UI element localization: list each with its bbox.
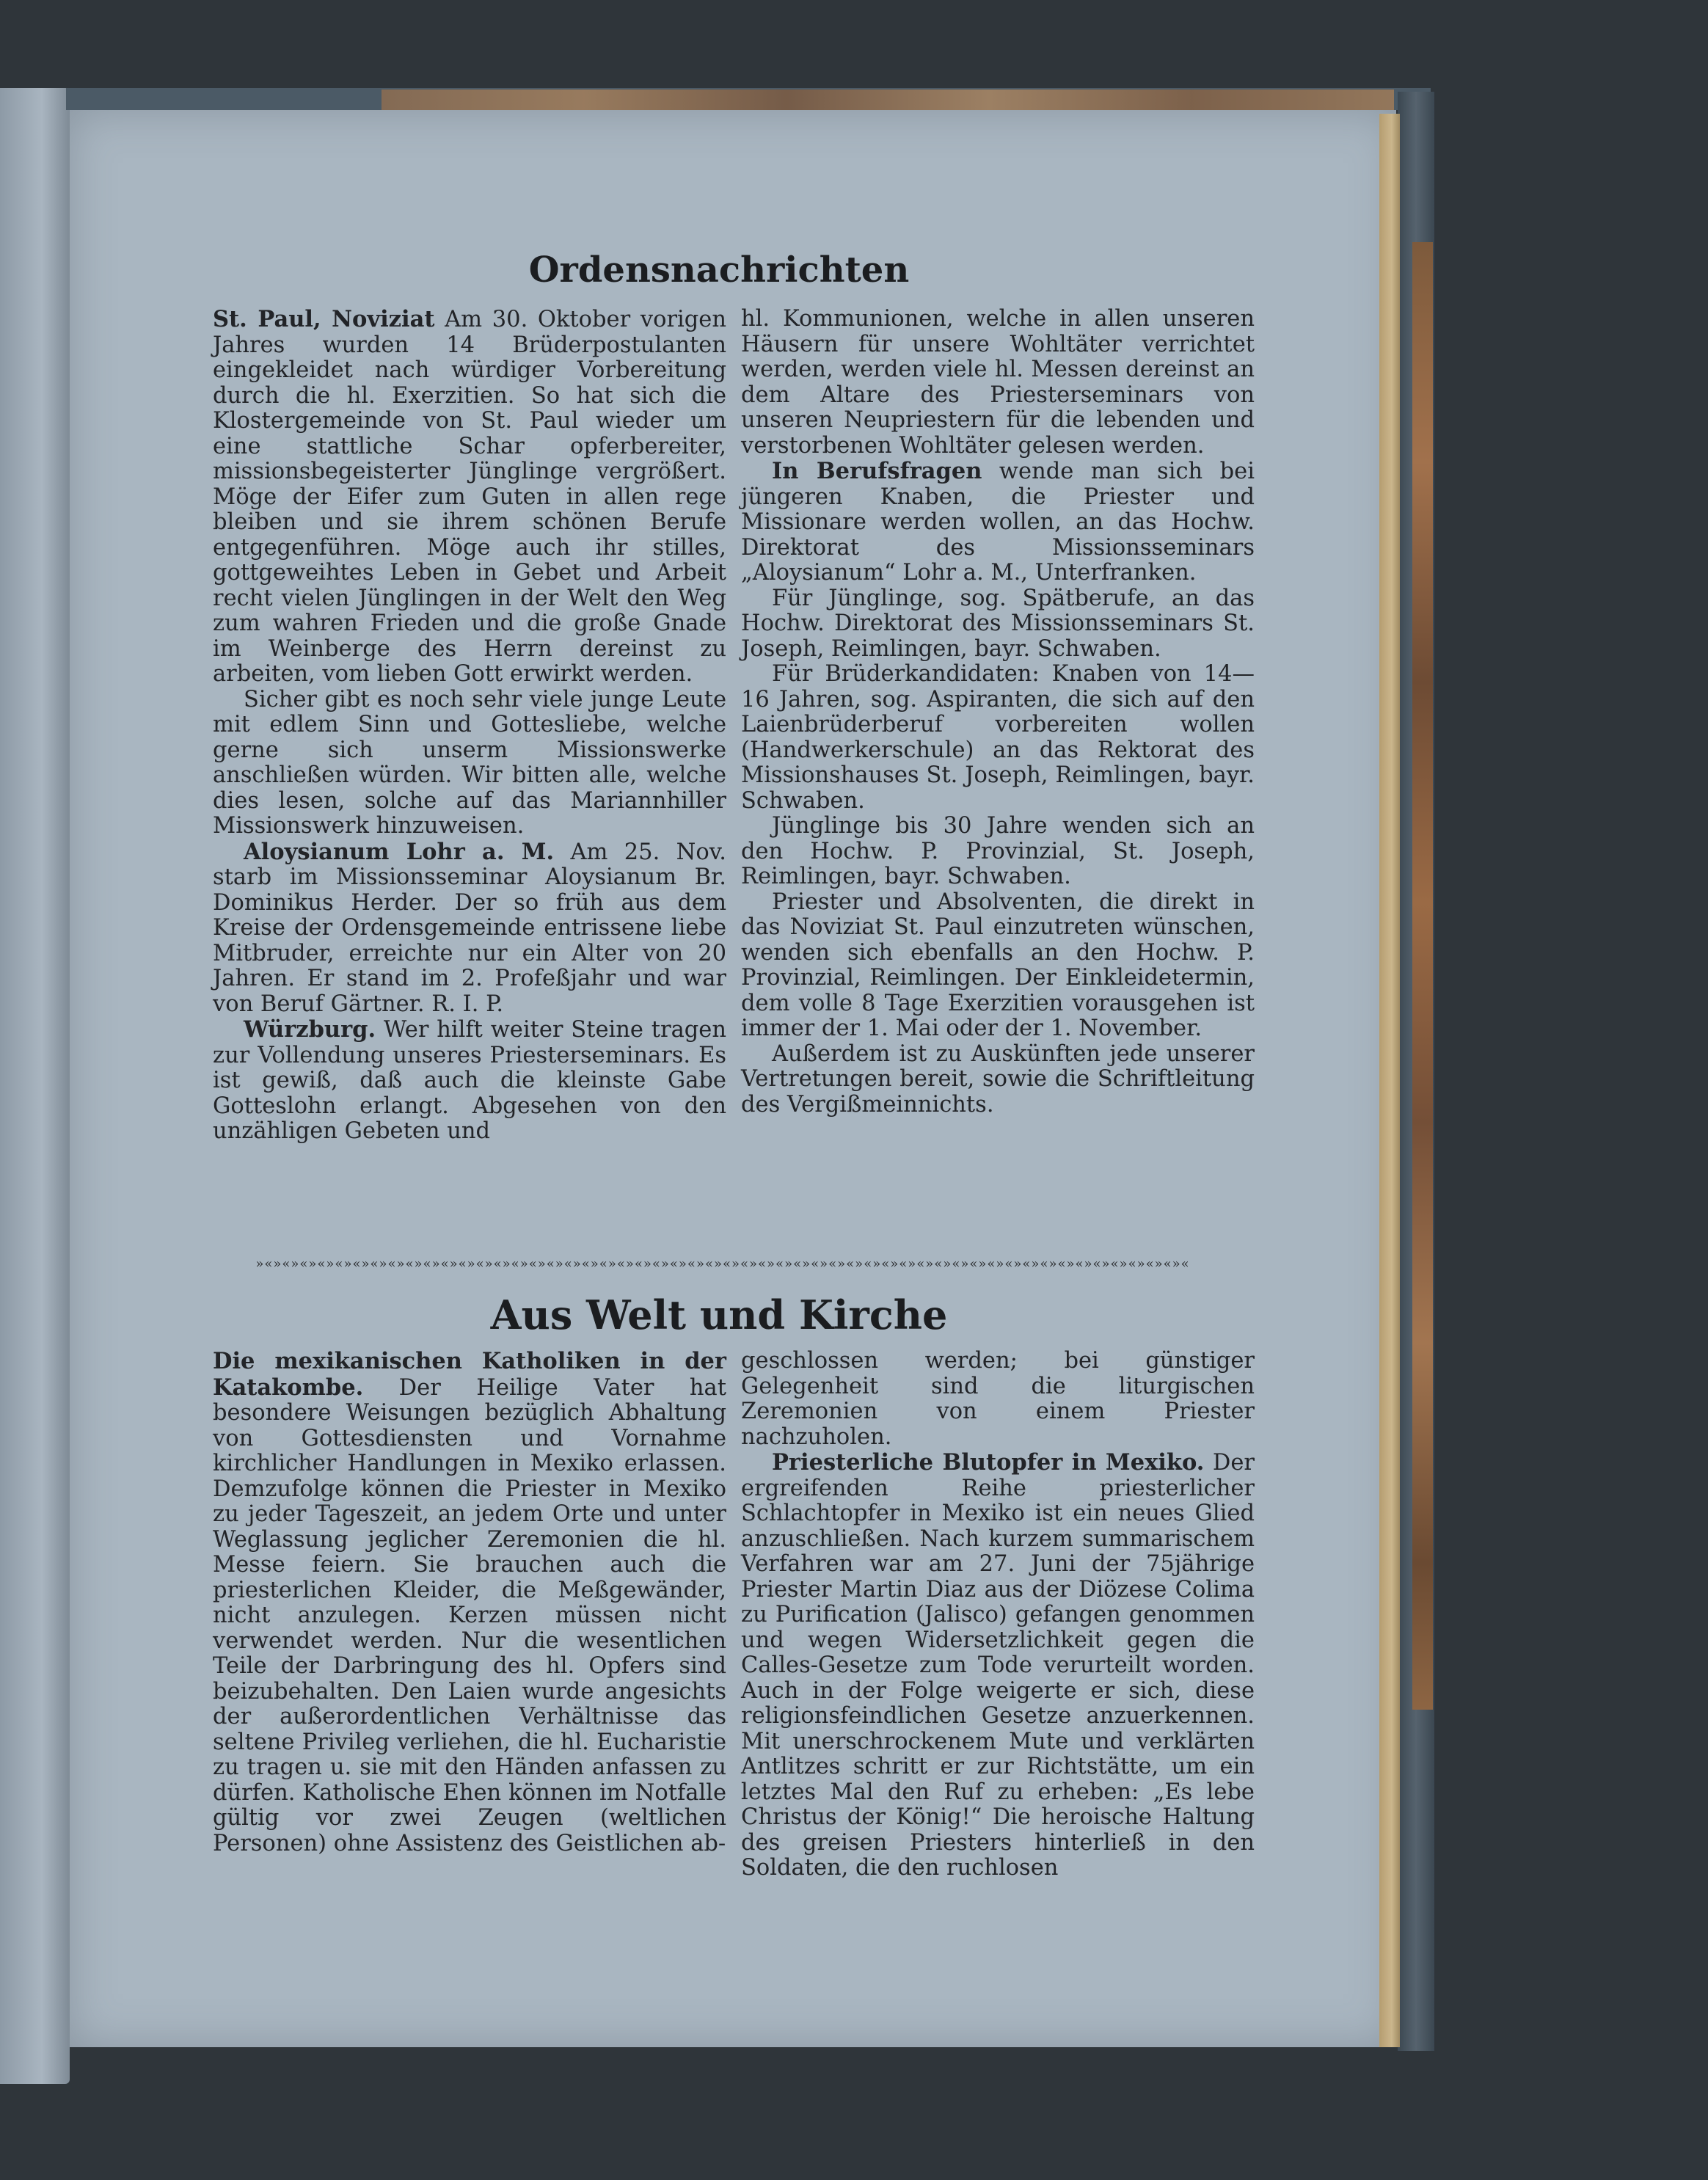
paragraph-text: Am 25. Nov. starb im Missionsseminar Aloysianum Br. Dominikus Herder. Der so früh aus dem Kreise der Ordensgemeinde entrissene liebe Mitbruder, erreichte nur ein Alter von 20 Jahren. Er stand im 2. Profeßjahr und war von Beruf Gärtner. R. I. P.: [213, 839, 726, 1017]
paragraph-text: wende man sich bei jüngeren Knaben, die Priester und Missionare werden wollen, an das Hochw. Direktorat des Missionsseminars „Aloysianum“ Lohr a. M., Unterfranken.: [741, 459, 1255, 586]
paragraph-text: Priester und Absolventen, die direkt in das Noviziat St. Paul einzutreten wünschen, wenden sich ebenfalls an den Hochw. P. Provinzial, Reimlingen. Der Einkleidetermin, dem volle 8 Tage Exerzitien vorausgehen ist immer der 1. Mai oder der 1. November.: [741, 889, 1255, 1041]
paragraph-text: hl. Kommunionen, welche in allen unseren Häusern für unsere Wohltäter verrichtet werden, werden viele hl. Messen dereinst an dem Altare des Priesterseminars von unseren Neupriestern für die lebenden und verstorbenen Wohltäter gelesen werden.: [741, 306, 1255, 459]
paragraph-lead: In Berufsfragen: [772, 458, 982, 484]
column-ordensnachrichten-right: [741, 307, 1255, 1118]
paragraph: [213, 1349, 726, 1856]
paragraph: [741, 662, 1255, 814]
paragraph-text: Für Jünglinge, sog. Spätberufe, an das Hochw. Direktorat des Missionsseminars St. Joseph, Reimlingen, bayr. Schwaben.: [741, 585, 1255, 662]
paragraph: [741, 586, 1255, 663]
paragraph-text: Für Brüderkandidaten: Knaben von 14—16 Jahren, sog. Aspiranten, die sich auf den Laienbrüderberuf vorbereiten wollen (Handwerkerschule) an das Rektorat des Missionshauses St. Joseph, Reimlingen, bayr. Schwaben.: [741, 661, 1255, 814]
column-welt-kirche-left: [213, 1349, 726, 1856]
paragraph-text: Jünglinge bis 30 Jahre wenden sich an den Hochw. P. Provinzial, St. Joseph, Reimlingen, bayr. Schwaben.: [741, 813, 1255, 889]
paragraph: [741, 459, 1255, 586]
column-ordensnachrichten-left: [213, 307, 726, 1145]
paragraph-text: Am 30. Oktober vorigen Jahres wurden 14 Brüderpostulanten eingekleidet nach würdiger Vorbereitung durch die hl. Exerzitien. So hat sich die Klostergemeinde von St. Paul wieder um eine stattliche Schar opferbereiter, missionsbegeisterter Jünglinge vergrößert. Möge der Eifer zum Guten in allen rege bleiben und sie ihrem schönen Berufe entgegenführen. Möge auch ihr stilles, gottgeweihtes Leben in Gebet und Arbeit recht vielen Jünglingen in der Welt den Weg zum wahren Frieden und die große Gnade im Weinberge des Herrn dereinst zu arbeiten, vom lieben Gott erwirkt werden.: [213, 307, 727, 687]
paragraph: [213, 307, 726, 688]
paragraph: [741, 307, 1255, 459]
section-title-ordensnachrichten: Ordensnachrichten: [528, 249, 910, 291]
section-title-aus-welt-und-kirche: Aus Welt und Kirche: [490, 1291, 948, 1338]
paragraph-lead: Priesterliche Blutopfer in Mexiko.: [772, 1449, 1205, 1476]
paragraph-text: Außerdem ist zu Auskünften jede unserer Vertretungen bereit, sowie die Schriftleitung des Vergißmeinnichts.: [741, 1040, 1255, 1118]
paragraph-text: Der ergreifenden Reihe priesterlicher Schlachtopfer in Mexiko ist ein neues Glied anzuschließen. Nach kurzem summarischem Verfahren war am 27. Juni der 75jährige Priester Martin Diaz aus der Diözese Colima zu Purification (Jalisco) gefangen genommen und wegen Widersetzlichkeit gegen die Calles-Gesetze zum Tode verurteilt worden. Auch in der Folge weigerte er sich, diese religionsfeindlichen Gesetze anzuerkennen. Mit unerschrockenem Mute und verklärten Antlitzes schritt er zur Richtstätte, um ein letztes Mal den Ruf zu erheben: „Es lebe Christus der König!“ Die heroische Haltung des greisen Priesters hinterließ in den Soldaten, die den ruchlosen: [741, 1450, 1255, 1881]
paragraph-lead: Aloysianum Lohr a. M.: [244, 838, 555, 865]
paragraph: [741, 814, 1255, 890]
paragraph: [741, 890, 1255, 1042]
paragraph-lead: Würzburg.: [244, 1016, 376, 1043]
paragraph: [741, 1042, 1255, 1118]
paragraph: [741, 1349, 1255, 1450]
ornamental-divider: »«»«»«»«»«»«»«»«»«»«»«»«»«»«»«»«»«»«»«»«»«»«»«»«»«»«»«»«»«»«»«»«»«»«»«»«»«»«»«»«»«»«»«»«»«»«»«»«»«»«»«»«»«: [255, 1259, 1190, 1269]
paragraph: [741, 1450, 1255, 1881]
paragraph-text: geschlossen werden; bei günstiger Gelegenheit sind die liturgischen Zeremonien von einem Priester nachzuholen.: [741, 1348, 1255, 1450]
paragraph: [213, 839, 726, 1018]
paragraph-text: Sicher gibt es noch sehr viele junge Leute mit edlem Sinn und Gottesliebe, welche gerne sich unserm Missionswerke anschließen würden. Wir bitten alle, welche dies lesen, solche auf das Mariannhiller Missionswerk hinzuweisen.: [213, 686, 726, 839]
paragraph-lead: Die mexikanischen Katholiken in der Katakombe.: [213, 1348, 726, 1401]
column-welt-kirche-right: [741, 1349, 1255, 1881]
paragraph: [213, 1017, 726, 1145]
paragraph-text: Wer hilft weiter Steine tragen zur Vollendung unseres Priesterseminars. Es ist gewiß, daß auch die kleinste Gabe Gotteslohn erlangt. Abgesehen von den unzähligen Gebeten und: [213, 1017, 726, 1144]
paragraph-lead: St. Paul, Noviziat: [213, 306, 435, 332]
paragraph-text: Der Heilige Vater hat besondere Weisungen bezüglich Abhaltung von Gottesdiensten und Vornahme kirchlicher Handlungen in Mexiko erlassen. Demzufolge können die Priester in Mexiko zu jeder Tageszeit, an jedem Orte und unter Weglassung jeglicher Zeremonien die hl. Messe feiern. Sie brauchen auch die priesterlichen Kleider, die Meßgewänder, nicht anzulegen. Kerzen müssen nicht verwendet werden. Nur die wesentlichen Teile der Darbringung des hl. Opfers sind beizubehalten. Den Laien wurde angesichts der außerordentlichen Verhältnisse das seltene Privileg verliehen, die hl. Eucharistie zu tragen u. sie mit den Händen anfassen zu dürfen. Katholische Ehen können im Notfalle gültig vor zwei Zeugen (weltlichen Personen) ohne Assistenz des Geistlichen ab-: [213, 1374, 726, 1856]
paragraph: [213, 688, 726, 839]
